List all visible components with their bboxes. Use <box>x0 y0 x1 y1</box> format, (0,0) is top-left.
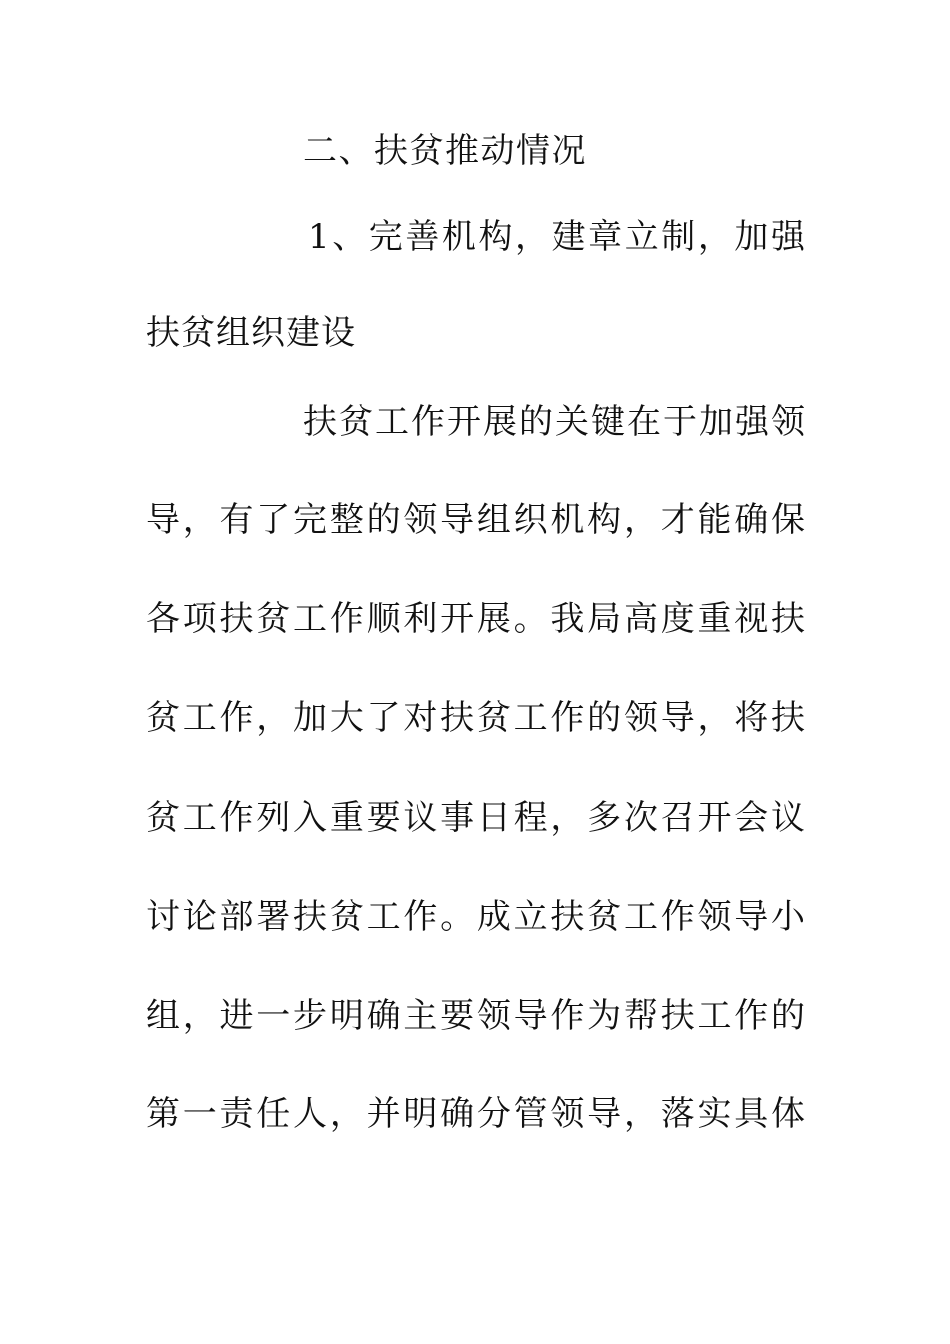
paragraph-line: 组，进一步明确主要领导作为帮扶工作的 <box>146 996 806 1036</box>
paragraph-line: 第一责任人，并明确分管领导，落实具体 <box>146 1094 806 1134</box>
subheading-line: 扶贫组织建设 <box>146 313 356 353</box>
paragraph-line: 贫工作，加大了对扶贫工作的领导，将扶 <box>146 698 806 738</box>
paragraph-line: 贫工作列入重要议事日程，多次召开会议 <box>146 798 806 838</box>
paragraph-line: 讨论部署扶贫工作。成立扶贫工作领导小 <box>146 897 806 937</box>
paragraph-line: 扶贫工作开展的关键在于加强领 <box>303 402 806 442</box>
paragraph-line: 导，有了完整的领导组织机构，才能确保 <box>146 500 806 540</box>
section-heading: 二、扶贫推动情况 <box>303 131 587 171</box>
paragraph-line: 各项扶贫工作顺利开展。我局高度重视扶 <box>146 599 806 639</box>
subheading-line: 1、完善机构，建章立制，加强 <box>308 217 806 257</box>
